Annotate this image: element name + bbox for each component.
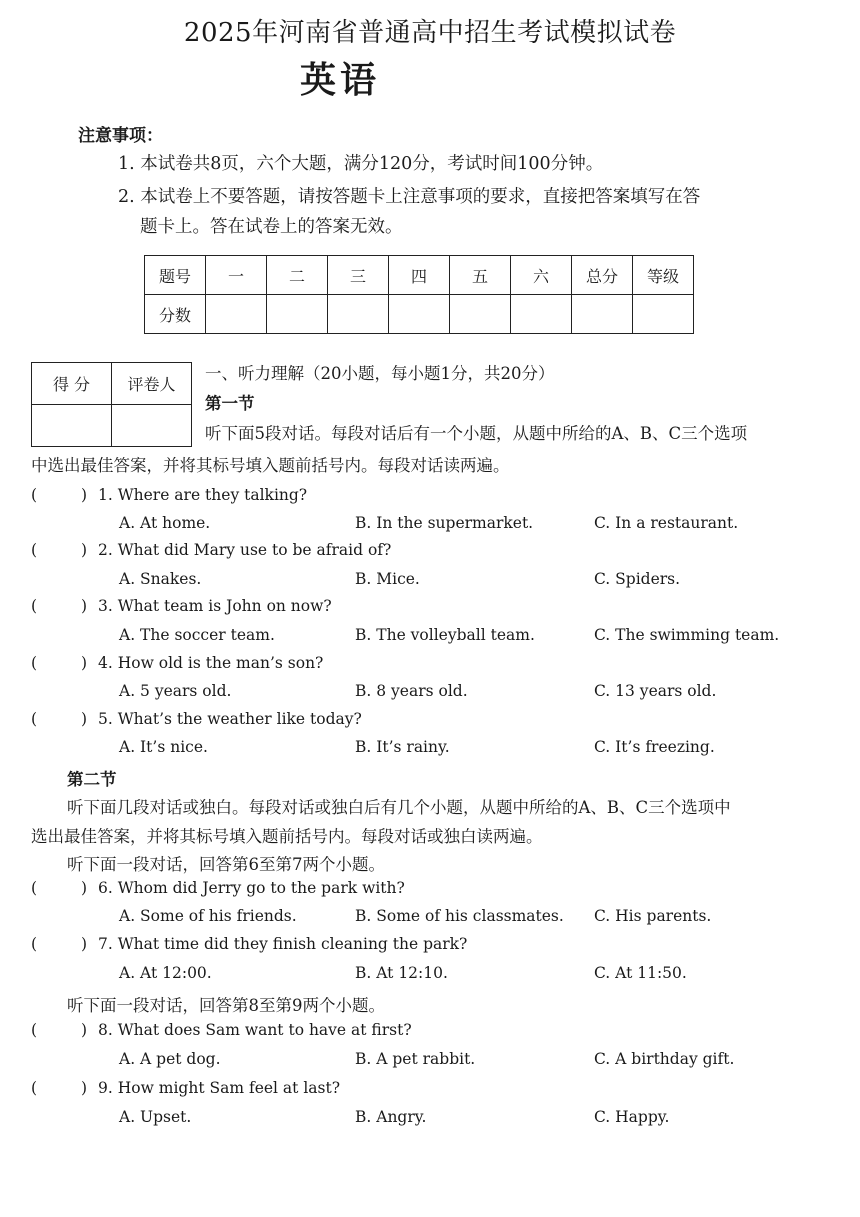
option-c: C. At 11:50.	[594, 964, 687, 982]
score-cell-6: 六	[511, 256, 572, 295]
score-cell-total: 总分	[572, 256, 633, 295]
notice-item-2: 2. 本试卷上不要答题，请按答题卡上注意事项的要求，直接把答案填写在答	[118, 187, 701, 207]
question-text: 4. How old is the man’s son?	[98, 654, 324, 672]
option-b: B. At 12:10.	[355, 964, 448, 982]
score-cell-3: 三	[328, 256, 389, 295]
option-c: C. Spiders.	[594, 570, 681, 588]
section2-instruction-cont: 选出最佳答案，并将其标号填入题前括号内。每段对话或独白读两遍。	[31, 827, 543, 846]
option-b: B. Some of his classmates.	[355, 907, 564, 925]
answer-paren-close: )	[81, 654, 88, 672]
option-a: A. Some of his friends.	[119, 907, 297, 925]
grader-name-blank[interactable]	[112, 405, 192, 447]
option-b: B. Angry.	[355, 1108, 427, 1126]
grader-name-label: 评卷人	[112, 363, 192, 405]
score-blank[interactable]	[633, 295, 694, 334]
score-cell-tihao: 题号	[145, 256, 206, 295]
subject-title: 英语	[300, 59, 381, 101]
score-cell-2: 二	[267, 256, 328, 295]
section1-instruction-cont: 中选出最佳答案，并将其标号填入题前括号内。每段对话读两遍。	[31, 456, 510, 475]
question-text: 9. How might Sam feel at last?	[98, 1079, 341, 1097]
question-text: 1. Where are they talking?	[98, 486, 308, 504]
group2-instruction: 听下面一段对话，回答第8至第9两个小题。	[67, 996, 385, 1015]
question-text: 3. What team is John on now?	[98, 597, 332, 615]
question-text: 5. What’s the weather like today?	[98, 710, 362, 728]
score-blank[interactable]	[511, 295, 572, 334]
notice-heading: 注意事项：	[78, 126, 163, 146]
option-c: C. 13 years old.	[594, 682, 717, 700]
notice-item-2-continued: 题卡上。答在试卷上的答案无效。	[140, 217, 403, 237]
score-blank[interactable]	[572, 295, 633, 334]
option-a: A. 5 years old.	[119, 682, 232, 700]
score-blank[interactable]	[206, 295, 267, 334]
score-blank[interactable]	[389, 295, 450, 334]
option-c: C. It’s freezing.	[594, 738, 715, 756]
answer-paren-open[interactable]: (	[31, 597, 38, 615]
score-blank[interactable]	[267, 295, 328, 334]
score-table-score-row	[145, 295, 694, 334]
question-text: 6. Whom did Jerry go to the park with?	[98, 879, 405, 897]
option-c: C. The swimming team.	[594, 626, 780, 644]
option-a: A. The soccer team.	[119, 626, 275, 644]
score-table	[144, 255, 694, 334]
answer-paren-close: )	[81, 597, 88, 615]
section2-instruction: 听下面几段对话或独白。每段对话或独白后有几个小题，从题中所给的A、B、C三个选项中	[67, 798, 731, 817]
answer-paren-close: )	[81, 879, 88, 897]
section1-instruction: 听下面5段对话。每段对话后有一个小题，从题中所给的A、B、C三个选项	[205, 424, 748, 443]
option-a: A. It’s nice.	[119, 738, 208, 756]
score-cell-grade: 等级	[633, 256, 694, 295]
answer-paren-open[interactable]: (	[31, 1079, 38, 1097]
grader-score-blank[interactable]	[32, 405, 112, 447]
option-c: C. Happy.	[594, 1108, 670, 1126]
option-b: B. It’s rainy.	[355, 738, 450, 756]
answer-paren-close: )	[81, 486, 88, 504]
score-blank[interactable]	[450, 295, 511, 334]
grader-table	[31, 362, 192, 447]
score-row-label: 分数	[145, 295, 206, 334]
question-text: 7. What time did they finish cleaning the park?	[98, 935, 468, 953]
answer-paren-close: )	[81, 1021, 88, 1039]
exam-title: 2025年河南省普通高中招生考试模拟试卷	[183, 18, 677, 48]
answer-paren-close: )	[81, 541, 88, 559]
option-a: A. A pet dog.	[119, 1050, 221, 1068]
notice-item-1: 1. 本试卷共8页，六个大题，满分120分，考试时间100分钟。	[118, 154, 604, 174]
answer-paren-close: )	[81, 710, 88, 728]
score-cell-5: 五	[450, 256, 511, 295]
question-text: 2. What did Mary use to be afraid of?	[98, 541, 392, 559]
option-c: C. His parents.	[594, 907, 712, 925]
score-cell-1: 一	[206, 256, 267, 295]
score-cell-4: 四	[389, 256, 450, 295]
answer-paren-close: )	[81, 935, 88, 953]
option-c: C. In a restaurant.	[594, 514, 739, 532]
option-b: B. In the supermarket.	[355, 514, 534, 532]
question-text: 8. What does Sam want to have at first?	[98, 1021, 412, 1039]
option-b: B. A pet rabbit.	[355, 1050, 476, 1068]
option-a: A. At home.	[119, 514, 211, 532]
answer-paren-open[interactable]: (	[31, 654, 38, 672]
score-table-header-row	[145, 256, 694, 295]
answer-paren-open[interactable]: (	[31, 710, 38, 728]
score-blank[interactable]	[328, 295, 389, 334]
answer-paren-open[interactable]: (	[31, 541, 38, 559]
answer-paren-close: )	[81, 1079, 88, 1097]
option-a: A. Upset.	[119, 1108, 192, 1126]
part1-heading: 一、听力理解（20小题，每小题1分，共20分）	[205, 364, 555, 383]
option-c: C. A birthday gift.	[594, 1050, 735, 1068]
section1-title: 第一节	[205, 394, 255, 413]
answer-paren-open[interactable]: (	[31, 1021, 38, 1039]
option-a: A. Snakes.	[119, 570, 202, 588]
option-b: B. Mice.	[355, 570, 420, 588]
option-b: B. The volleyball team.	[355, 626, 535, 644]
group1-instruction: 听下面一段对话，回答第6至第7两个小题。	[67, 855, 385, 874]
option-b: B. 8 years old.	[355, 682, 468, 700]
section2-title: 第二节	[67, 770, 117, 789]
option-a: A. At 12:00.	[119, 964, 212, 982]
answer-paren-open[interactable]: (	[31, 486, 38, 504]
answer-paren-open[interactable]: (	[31, 879, 38, 897]
grader-score-label: 得 分	[32, 363, 112, 405]
answer-paren-open[interactable]: (	[31, 935, 38, 953]
